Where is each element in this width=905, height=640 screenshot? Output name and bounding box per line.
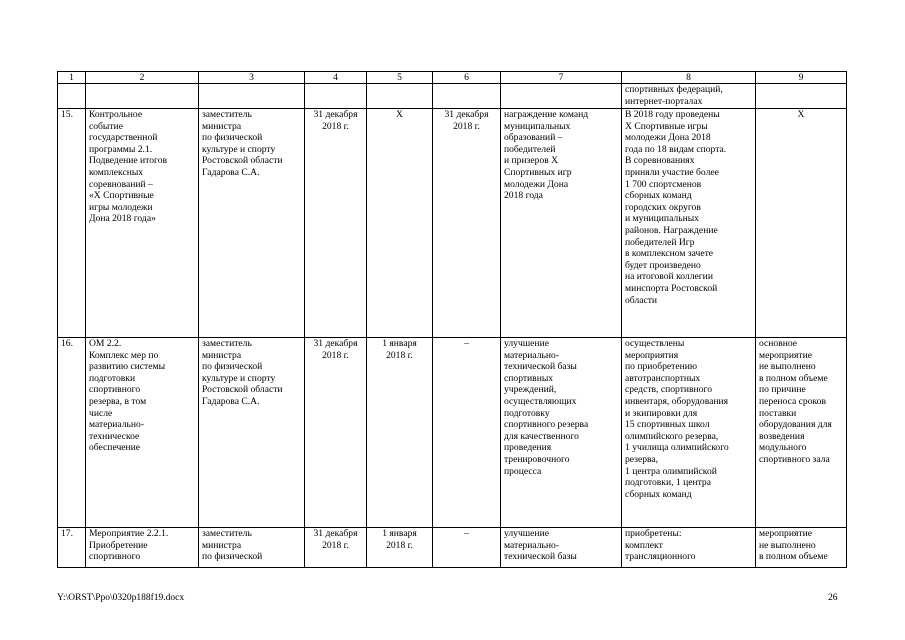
actual-result-cell: спортивных федераций, интернет-порталах (622, 84, 756, 109)
start-date-cell: 1 января 2018 г. (367, 528, 433, 568)
table-row (58, 338, 847, 528)
actual-result-cell: В 2018 году проведены X Спортивные игры молодежи Дона 2018 года по 18 видам спорта. В соревнованиях приняли участие более 1 700 спортсменов сборных команд городских округов и муниципальных районов. Награждение победителей Игр в комплексном зачете будет произведено на итоговой коллегии минспорта Ростовской области (622, 109, 756, 338)
row-number-cell (58, 84, 86, 109)
column-header: 6 (433, 72, 501, 84)
column-header: 9 (756, 72, 847, 84)
start-date-cell (367, 84, 433, 109)
column-header: 1 (58, 72, 86, 84)
table-header-row (58, 72, 847, 84)
table-row (58, 528, 847, 568)
event-name-cell: Мероприятие 2.2.1. Приобретение спортивного (86, 528, 199, 568)
end-date-cell: 31 декабря 2018 г. (433, 109, 501, 338)
notes-cell: основное мероприятие не выполнено в полном объеме по причине переноса сроков поставки оборудования для возведения модульного спортивного зала (756, 338, 847, 528)
responsible-cell: заместитель министра по физической культуре и спорту Ростовской области Гадарова С.А. (199, 109, 305, 338)
column-header: 8 (622, 72, 756, 84)
event-name-cell: Контрольное событие государственной программы 2.1. Подведение итогов комплексных соревнований – «X Спортивные игры молодежи Дона 2018 года» (86, 109, 199, 338)
end-date-cell: – (433, 528, 501, 568)
column-header: 4 (305, 72, 367, 84)
row-number-cell: 15. (58, 109, 86, 338)
plan-date-cell: 31 декабря 2018 г. (305, 528, 367, 568)
column-header: 7 (501, 72, 622, 84)
responsible-cell: заместитель министра по физической культуре и спорту Ростовской области Гадарова С.А. (199, 338, 305, 528)
footer-file-path: Y:\ORST\Ppo\0320p188f19.docx (57, 593, 185, 603)
actual-result-cell: приобретены: комплект трансляционного (622, 528, 756, 568)
table-row (58, 109, 847, 338)
plan-date-cell: 31 декабря 2018 г. (305, 338, 367, 528)
responsible-cell: заместитель министра по физической (199, 528, 305, 568)
expected-result-cell: улучшение материально- технической базы (501, 528, 622, 568)
event-name-cell: ОМ 2.2. Комплекс мер по развитию системы подготовки спортивного резерва, в том числе материально- техническое обеспечение (86, 338, 199, 528)
notes-cell: X (756, 109, 847, 338)
expected-result-cell: награждение команд муниципальных образований – победителей и призеров X Спортивных игр молодежи Дона 2018 года (501, 109, 622, 338)
plan-date-cell (305, 84, 367, 109)
plan-date-cell: 31 декабря 2018 г. (305, 109, 367, 338)
actual-result-cell: осуществлены мероприятия по приобретению автотранспортных средств, спортивного инвентаря, оборудования и экипировки для 15 спортивных школ олимпийского резерва, 1 училища олимпийского резерва, 1 центра олимпийской подготовки, 1 центра сборных команд (622, 338, 756, 528)
expected-result-cell (501, 84, 622, 109)
table-row (58, 84, 847, 109)
start-date-cell: 1 января 2018 г. (367, 338, 433, 528)
start-date-cell: X (367, 109, 433, 338)
report-table (57, 71, 847, 568)
column-header: 3 (199, 72, 305, 84)
notes-cell (756, 84, 847, 109)
page-number: 26 (828, 593, 838, 603)
column-header: 2 (86, 72, 199, 84)
end-date-cell: – (433, 338, 501, 528)
notes-cell: мероприятие не выполнено в полном объеме (756, 528, 847, 568)
row-number-cell: 17. (58, 528, 86, 568)
responsible-cell (199, 84, 305, 109)
row-number-cell: 16. (58, 338, 86, 528)
end-date-cell (433, 84, 501, 109)
expected-result-cell: улучшение материально- технической базы спортивных учреждений, осуществляющих подготовку спортивного резерва для качественного проведения тренировочного процесса (501, 338, 622, 528)
event-name-cell (86, 84, 199, 109)
column-header: 5 (367, 72, 433, 84)
